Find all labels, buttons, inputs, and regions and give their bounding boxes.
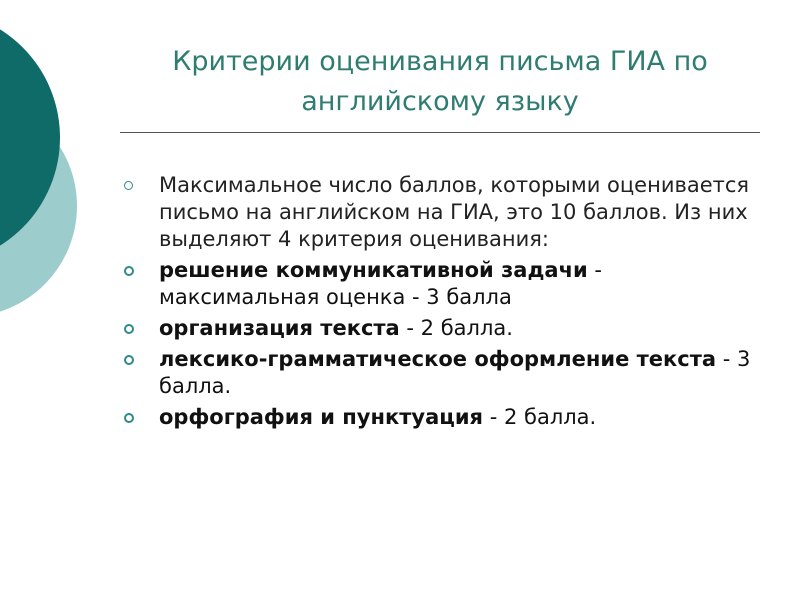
intro-text: Максимальное число баллов, которыми оценивается письмо на английском на ГИА, это 10 баллов. Из них выделяют 4 критерия оценивания: (159, 173, 750, 251)
bullet-list (124, 172, 764, 435)
criterion-name: организация текста (159, 316, 400, 340)
criterion-name: орфография и пунктуация (159, 405, 484, 429)
list-item-criterion (124, 257, 764, 311)
slide-title: Критерии оценивания письма ГИА по английскому языку (172, 46, 708, 117)
criterion-score: - 2 балла. (399, 316, 513, 340)
criterion-score: - 2 балла. (483, 405, 597, 429)
list-item-criterion (124, 346, 764, 400)
criterion-score: - 3 балла. (159, 347, 751, 398)
ring-bullet-icon (124, 355, 134, 365)
criterion-name: решение коммуникативной задачи (159, 258, 588, 282)
list-item-criterion (124, 404, 764, 431)
title-divider (120, 132, 760, 133)
ring-bullet-icon (124, 266, 134, 276)
criterion-name: лексико-грамматическое оформление текста (159, 347, 717, 371)
list-item-intro (124, 172, 764, 253)
ring-bullet-icon (124, 181, 133, 190)
ring-bullet-icon (124, 324, 134, 334)
ring-bullet-icon (124, 413, 134, 423)
criterion-score: - максимальная оценка - 3 балла (159, 258, 602, 309)
list-item-criterion (124, 315, 764, 342)
